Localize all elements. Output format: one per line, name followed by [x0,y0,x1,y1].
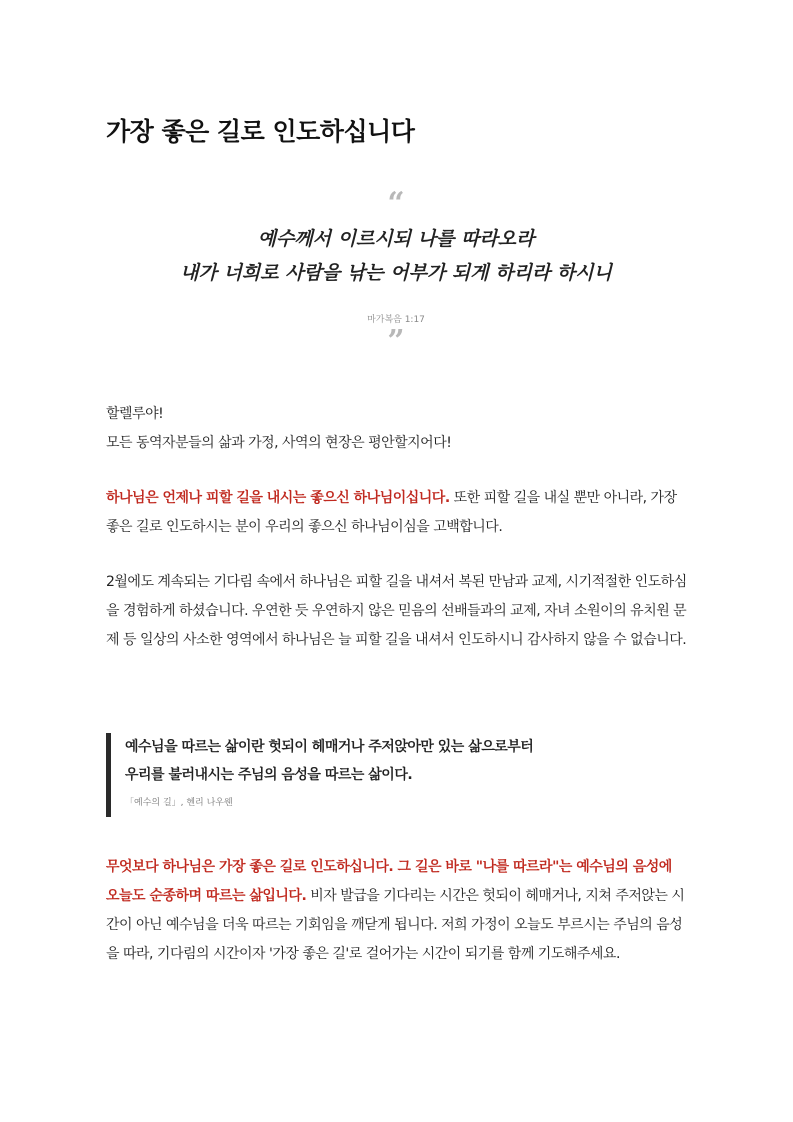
greeting-line-2: 모든 동역자분들의 삶과 가정, 사역의 현장은 평안할지어다! [106,435,452,451]
greeting-line-1: 할렐루야! [106,406,164,422]
paragraph-3-highlight: 무엇보다 하나님은 가장 좋은 길로 인도하십니다. 그 길은 바로 "나를 따르라"는 예수님의 음성에 오늘도 순종하며 따르는 삶입니다. [106,859,672,904]
book-quote-line-2: 우리를 불러내시는 주님의 음성을 따르는 삶이다. [125,767,413,783]
book-quote-source: 「예수의 길」, 헨리 나우웬 [125,798,233,808]
paragraph-3-text: 비자 발급을 기다리는 시간은 헛되이 헤매거나, 지쳐 주저앉는 시간이 아닌 예수님을 더욱 따르는 기회임을 깨닫게 됩니다. 저희 가정이 오늘도 부르시는 주님의 음성을 따라, 기다림의 시간이자 '가장 좋은 길'로 걸어가는 시간이 되기를 함께 기도해주세요. [106,888,685,962]
open-quote-icon: “ [387,186,405,221]
paragraph-1-text: 또한 피할 길을 내실 뿐만 아니라, 가장 좋은 길로 인도하시는 분이 우리의 좋으신 하나님이심을 고백합니다. [106,490,677,535]
scripture-text [106,222,686,290]
letter-body [106,400,688,655]
scripture-line-1: 예수께서 이르시되 나를 따라오라 [257,228,535,250]
paragraph-2: 2월에도 계속되는 기다림 속에서 하나님은 피할 길을 내셔서 복된 만남과 교제, 시기적절한 인도하심을 경험하게 하셨습니다. 우연한 듯 우연하지 않은 믿음의 선배들과의 교제, 자녀 소원이의 유치원 문제 등 일상의 사소한 영역에서 하나님은 늘 피할 길을 내셔서 인도하시니 감사하지 않을 수 없습니다. [106,574,687,648]
book-quote-line-1: 예수님을 따르는 삶이란 헛되이 헤매거나 주저앉아만 있는 삶으로부터 [125,739,534,755]
scripture-quote [106,186,686,359]
paragraph-1 [106,484,688,542]
paragraph-3 [106,853,688,969]
closing-paragraph [106,853,688,969]
book-quote [106,733,666,817]
close-quote-icon: ” [387,324,405,359]
paragraph-1-highlight: 하나님은 언제나 피할 길을 내시는 좋으신 하나님이십니다. [106,490,450,506]
scripture-line-2: 내가 너희로 사람을 낚는 어부가 되게 하리라 하시니 [180,262,612,284]
page-title: 가장 좋은 길로 인도하십니다 [106,117,415,146]
scripture-reference: 마가복음 1:17 [367,315,425,325]
